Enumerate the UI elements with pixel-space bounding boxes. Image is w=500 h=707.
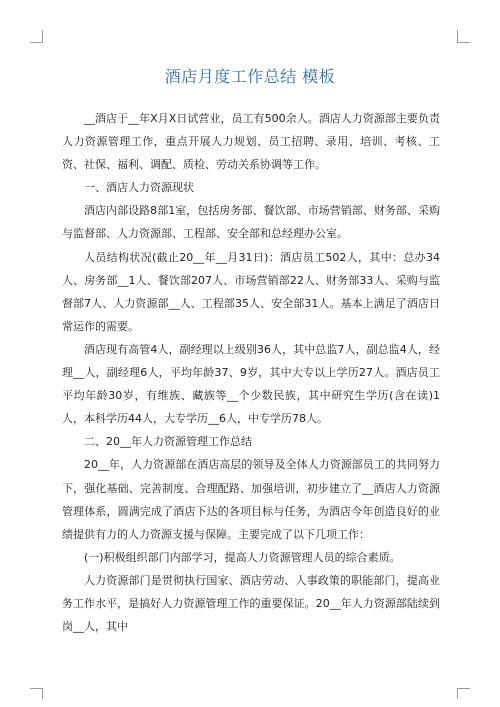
paragraph-staff-structure: 人员结构状况(截止20__年__月31日)：酒店员工502人，其中：总办34人、房务部__1人、餐饮部207人、市场营销部22人、财务部33人、采购与监督部7人、人力资源部__人、工程部35人、安全部31人。基本上满足了酒店日常运作的需要。 bbox=[62, 250, 440, 333]
document-body bbox=[62, 107, 440, 638]
section-heading-2: 二、20__年人力资源管理工作总结 bbox=[84, 435, 252, 449]
corner-mark-bottom-left bbox=[30, 688, 43, 699]
corner-mark-top-right bbox=[457, 30, 470, 43]
document-title: 酒店月度工作总结 模板 bbox=[164, 67, 336, 86]
corner-mark-top-left bbox=[30, 30, 43, 43]
paragraph-hr-role: 人力资源部门是贯彻执行国家、酒店劳动、人事政策的职能部门，提高业务工作水平，是搞好人力资源管理工作的重要保证。20__年人力资源部陆续到岗__人，其中 bbox=[62, 573, 440, 634]
paragraph-departments: 酒店内部设路8部1室，包括房务部、餐饮部、市场营销部、财务部、采购与监督部、人力资源部、工程部、安全部和总经理办公室。 bbox=[62, 204, 440, 241]
paragraph-summary: 20__年，人力资源部在酒店高层的领导及全体人力资源部员工的共同努力下，强化基础、完善制度、合理配路、加强培训，初步建立了__酒店人力资源管理体系，圆满完成了酒店下达的各项目标与任务，为酒店今年创造良好的业绩提供有力的人力资源支援与保障。主要完成了以下几项工作： bbox=[62, 458, 440, 541]
corner-mark-bottom-right bbox=[457, 688, 470, 699]
paragraph-intro: __酒店于__年X月X日试营业，员工有500余人。酒店人力资源部主要负责人力资源管理工作，重点开展人力规划、员工招聘、录用、培训、考核、工资、社保、福利、调配、质检、劳动关系协调等工作。 bbox=[62, 112, 440, 172]
section-heading-1: 一、酒店人力资源现状 bbox=[84, 181, 194, 195]
paragraph-management: 酒店现有高管4人，副经理以上级别36人，其中总监7人，副总监4人，经理__人，副经理6人，平均年龄37、9岁，其中大专以上学历27人。酒店员工平均年龄30岁，有维族、藏族等__个少数民族，其中研究生学历(含在读)1人，本科学历44人，大专学历__6人，中专学历78人。 bbox=[62, 342, 440, 426]
subsection-heading-1: (一)积极组织部门内部学习，提高人力资源管理人员的综合素质。 bbox=[84, 550, 401, 564]
